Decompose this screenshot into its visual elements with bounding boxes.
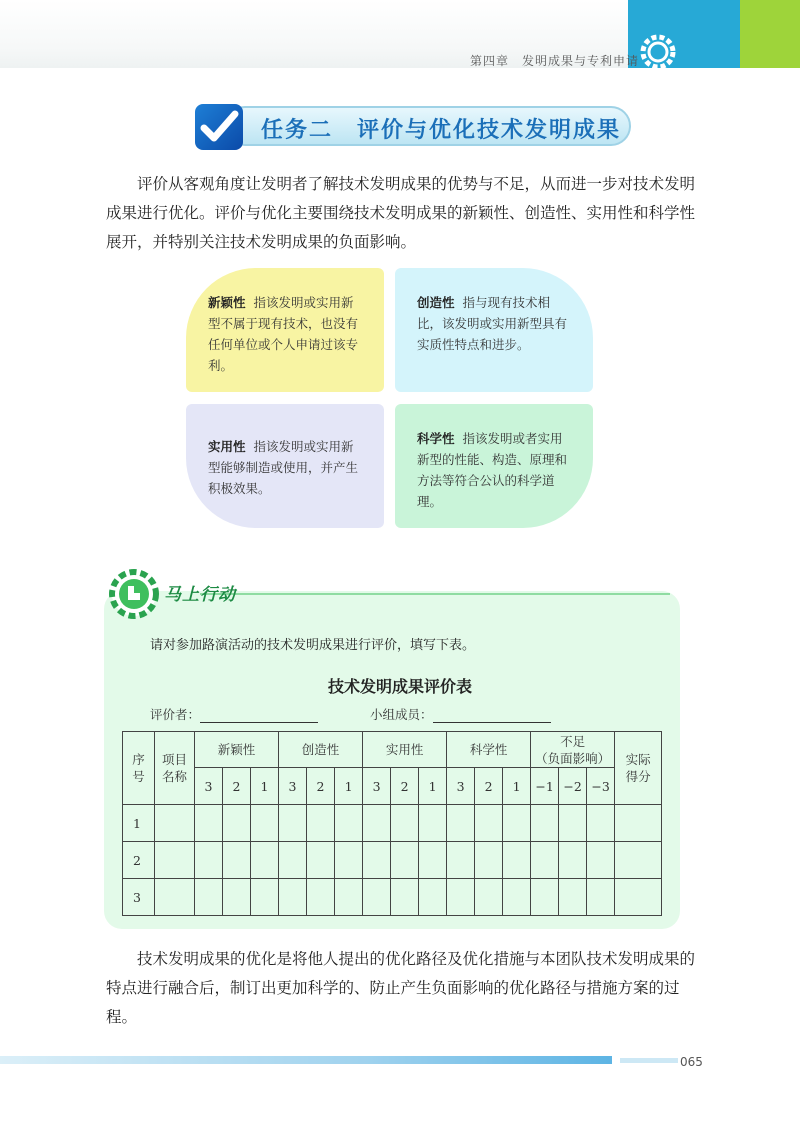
score-label: 2	[307, 768, 335, 805]
footer-bar-light	[620, 1058, 678, 1063]
criterion-novelty	[186, 268, 384, 392]
evaluator-label: 评价者：	[150, 707, 201, 722]
header-green-bar	[740, 0, 800, 68]
criterion-creativity	[395, 268, 593, 392]
table-row	[123, 879, 662, 916]
criterion-term: 实用性	[208, 439, 246, 454]
conclusion-paragraph: 技术发明成果的优化是将他人提出的优化路径及优化措施与本团队技术发明成果的特点进行融合后，制订出更加科学的、防止产生负面影响的优化路径与措施方案的过程。	[106, 950, 696, 1026]
action-title: 马上行动	[164, 585, 236, 605]
group-members-blank	[433, 708, 551, 723]
checkmark-icon	[195, 104, 243, 150]
row-index: 1	[123, 805, 155, 842]
criterion-term: 科学性	[417, 431, 455, 446]
row-index: 2	[123, 842, 155, 879]
score-label: 1	[251, 768, 279, 805]
gear-icon	[636, 30, 680, 70]
gear-hand-icon	[106, 566, 164, 622]
neg-score-label: −3	[587, 768, 615, 805]
task-title-banner	[195, 104, 635, 150]
header-deficiency-line1: 不足	[560, 733, 586, 749]
score-label: 3	[279, 768, 307, 805]
action-title-underline	[200, 593, 670, 595]
table-row	[123, 842, 662, 879]
action-instruction: 请对参加路演活动的技术发明成果进行评价，填写下表。	[150, 638, 476, 653]
criterion-term: 新颖性	[208, 295, 246, 310]
header-practicality: 实用性	[363, 732, 447, 768]
score-label: 2	[475, 768, 503, 805]
score-label: 3	[447, 768, 475, 805]
score-label: 1	[335, 768, 363, 805]
score-label: 2	[391, 768, 419, 805]
score-label: 3	[195, 768, 223, 805]
table-title: 技术发明成果评价表	[327, 677, 472, 696]
neg-score-label: −1	[531, 768, 559, 805]
evaluation-table	[122, 731, 662, 916]
header-deficiency	[531, 732, 615, 768]
task-title: 任务二 评价与优化技术发明成果	[261, 118, 622, 143]
page-number: 065	[680, 1055, 703, 1069]
score-label: 1	[419, 768, 447, 805]
header-novelty: 新颖性	[195, 732, 279, 768]
criterion-scientificity	[395, 404, 593, 528]
score-label: 1	[503, 768, 531, 805]
evaluator-blank	[200, 708, 318, 723]
criterion-practicality	[186, 404, 384, 528]
neg-score-label: −2	[559, 768, 587, 805]
header-creativity: 创造性	[279, 732, 363, 768]
table-row	[123, 805, 662, 842]
header-actual-score: 实际得分	[615, 732, 662, 805]
criterion-desc: 指该发明或实用新型不属于现有技术，也没有任何单位或个人申请过该专利。	[208, 295, 359, 373]
chapter-header: 第四章 发明成果与专利申请	[470, 54, 640, 68]
group-members-field	[370, 705, 551, 723]
row-index: 3	[123, 879, 155, 916]
criterion-desc: 指该发明或者实用新型的性能、构造、原理和方法等符合公认的科学道理。	[417, 431, 568, 509]
intro-paragraph: 评价从客观角度让发明者了解技术发明成果的优势与不足，从而进一步对技术发明成果进行优化。评价与优化主要围绕技术发明成果的新颖性、创造性、实用性和科学性展开，并特别关注技术发明成果的负面影响。	[106, 175, 696, 251]
header-index: 序号	[123, 732, 155, 805]
evaluator-field	[150, 705, 318, 723]
score-label: 3	[363, 768, 391, 805]
criterion-desc: 指该发明或实用新型能够制造或使用，并产生积极效果。	[208, 439, 359, 496]
criterion-term: 创造性	[417, 295, 455, 310]
score-label: 2	[223, 768, 251, 805]
header-project-name: 项目名称	[155, 732, 195, 805]
criterion-desc: 指与现有技术相比，该发明或实用新型具有实质性特点和进步。	[417, 295, 568, 352]
group-members-label: 小组成员：	[370, 707, 433, 722]
header-scientificity: 科学性	[447, 732, 531, 768]
header-deficiency-line2: （负面影响）	[535, 750, 611, 766]
footer-bar	[0, 1056, 612, 1064]
